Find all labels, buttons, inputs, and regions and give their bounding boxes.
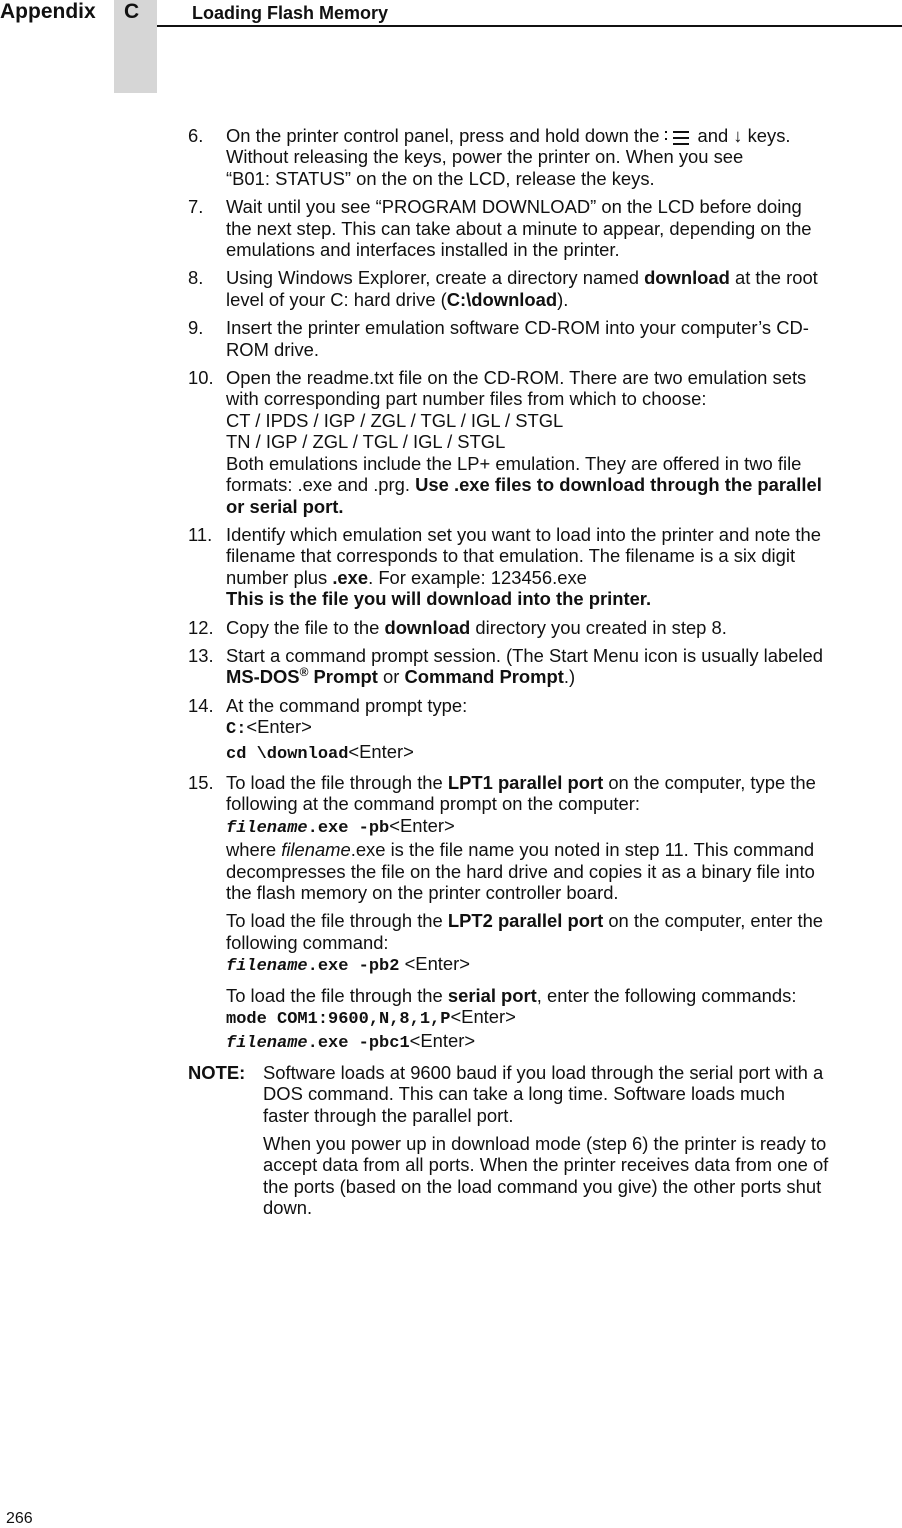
step-8: 8. Using Windows Explorer, create a directory named download at the root level of your C: hard drive (C:\download). (188, 267, 818, 310)
command-line: C:<Enter> (226, 716, 312, 740)
lpt2-paragraph: To load the file through the LPT2 parallel port on the computer, enter the following command: filename.exe -pb2 <Enter> (226, 910, 902, 977)
step-number: 8. (188, 267, 204, 289)
step-number: 6. (188, 125, 204, 146)
note-block: NOTE: Software loads at 9600 baud if you load through the serial port with a DOS command. This can take a long time. Software loads much faster through the parallel port. When you power up in download mode (step 6) the printer is ready to accept data from all ports. When the printer receives data from one of the ports (based on the load command you give) the other ports shut down. (188, 1061, 829, 1219)
step-number: 12. (188, 616, 214, 638)
step-7: 7. Wait until you see “PROGRAM DOWNLOAD” on the LCD before doing the next step. This can take about a minute to appear, depending on the emulations and interfaces installed in the printer. (188, 196, 812, 261)
header-rule (157, 25, 902, 27)
page-number: 266 (6, 1510, 33, 1527)
procedure-steps (188, 125, 902, 1219)
registered-mark: ® (299, 665, 309, 680)
step-number: 11. (188, 523, 213, 545)
step-11: 11. Identify which emulation set you want to load into the printer and note the filename that corresponds to that emulation. The filename is a six digit number plus .exe. For example: 123456.exe This is the file you will download into the printer. (188, 523, 822, 610)
emulation-set-1: CT / IPDS / IGP / ZGL / TGL / IGL / STGL (226, 409, 564, 431)
appendix-letter: C (124, 0, 140, 23)
command-line: mode COM1:9600,N,8,1,P<Enter> (226, 1006, 516, 1030)
step-number: 9. (188, 317, 204, 339)
appendix-label: Appendix (0, 0, 96, 23)
command-line: filename.exe -pbc1<Enter> (226, 1030, 476, 1054)
step-number: 13. (188, 644, 214, 666)
command-line: cd \download<Enter> (226, 740, 414, 764)
emulation-set-2: TN / IGP / ZGL / TGL / IGL / STGL (226, 431, 506, 453)
step-13: 13. Start a command prompt session. (The Start Menu icon is usually labeled MS-DOS® Prompt or Command Prompt.) (188, 644, 823, 688)
step-number: 7. (188, 196, 204, 218)
step-14: 14. At the command prompt type: C:<Enter> cd \download<Enter> (188, 695, 902, 765)
section-title: Loading Flash Memory (192, 3, 389, 23)
step-number: 15. (188, 771, 214, 793)
step-9: 9. Insert the printer emulation software CD-ROM into your computer’s CD- ROM drive. (188, 317, 809, 360)
step-number: 10. (188, 367, 214, 389)
step-10: 10. Open the readme.txt file on the CD-ROM. There are two emulation sets with corresponding part number files from which to choose: CT / IPDS / IGP / ZGL / TGL / IGL / STGL TN / IGP / ZGL / TGL / IGL / STGL Both emulations include the LP+ emulation. They are offered in two file formats: .exe and .prg. Use .exe files to download through the parallel or serial port. (188, 367, 902, 517)
step-12: 12. Copy the file to the download directory you created in step 8. (188, 616, 727, 638)
menu-key-icon (663, 128, 693, 144)
serial-paragraph: To load the file through the serial port, enter the following commands: mode COM1:9600,N,8,1,P<Enter> filename.exe -pbc1<Enter> (226, 985, 902, 1055)
command-line: filename.exe -pb2 <Enter> (226, 953, 470, 977)
note-label: NOTE: (188, 1061, 246, 1083)
step-6: 6. On the printer control panel, press and hold down the and ↓ keys. Without releasing the keys, power the printer on. When you see “B01: STATUS” on the on the LCD, release the keys. (188, 125, 791, 189)
step-number: 14. (188, 694, 214, 716)
step-15: 15. To load the file through the LPT1 parallel port on the computer, type the following at the command prompt on the computer: filename.exe -pb<Enter> where filename.exe is the file name you noted in step 11. This command decompresses the file on the hard drive and copies it as a binary file into the flash memory on the printer controller board. To load the file through the LPT2 parallel port on the computer, enter the following command: filename.exe -pb2 <Enter> To load the file through the serial port, enter the following commands: mode COM1:9600,N,8,1,P<Enter> filename.exe -pbc1<Enter> (188, 772, 902, 1055)
command-line: filename.exe -pb<Enter> (226, 814, 455, 838)
